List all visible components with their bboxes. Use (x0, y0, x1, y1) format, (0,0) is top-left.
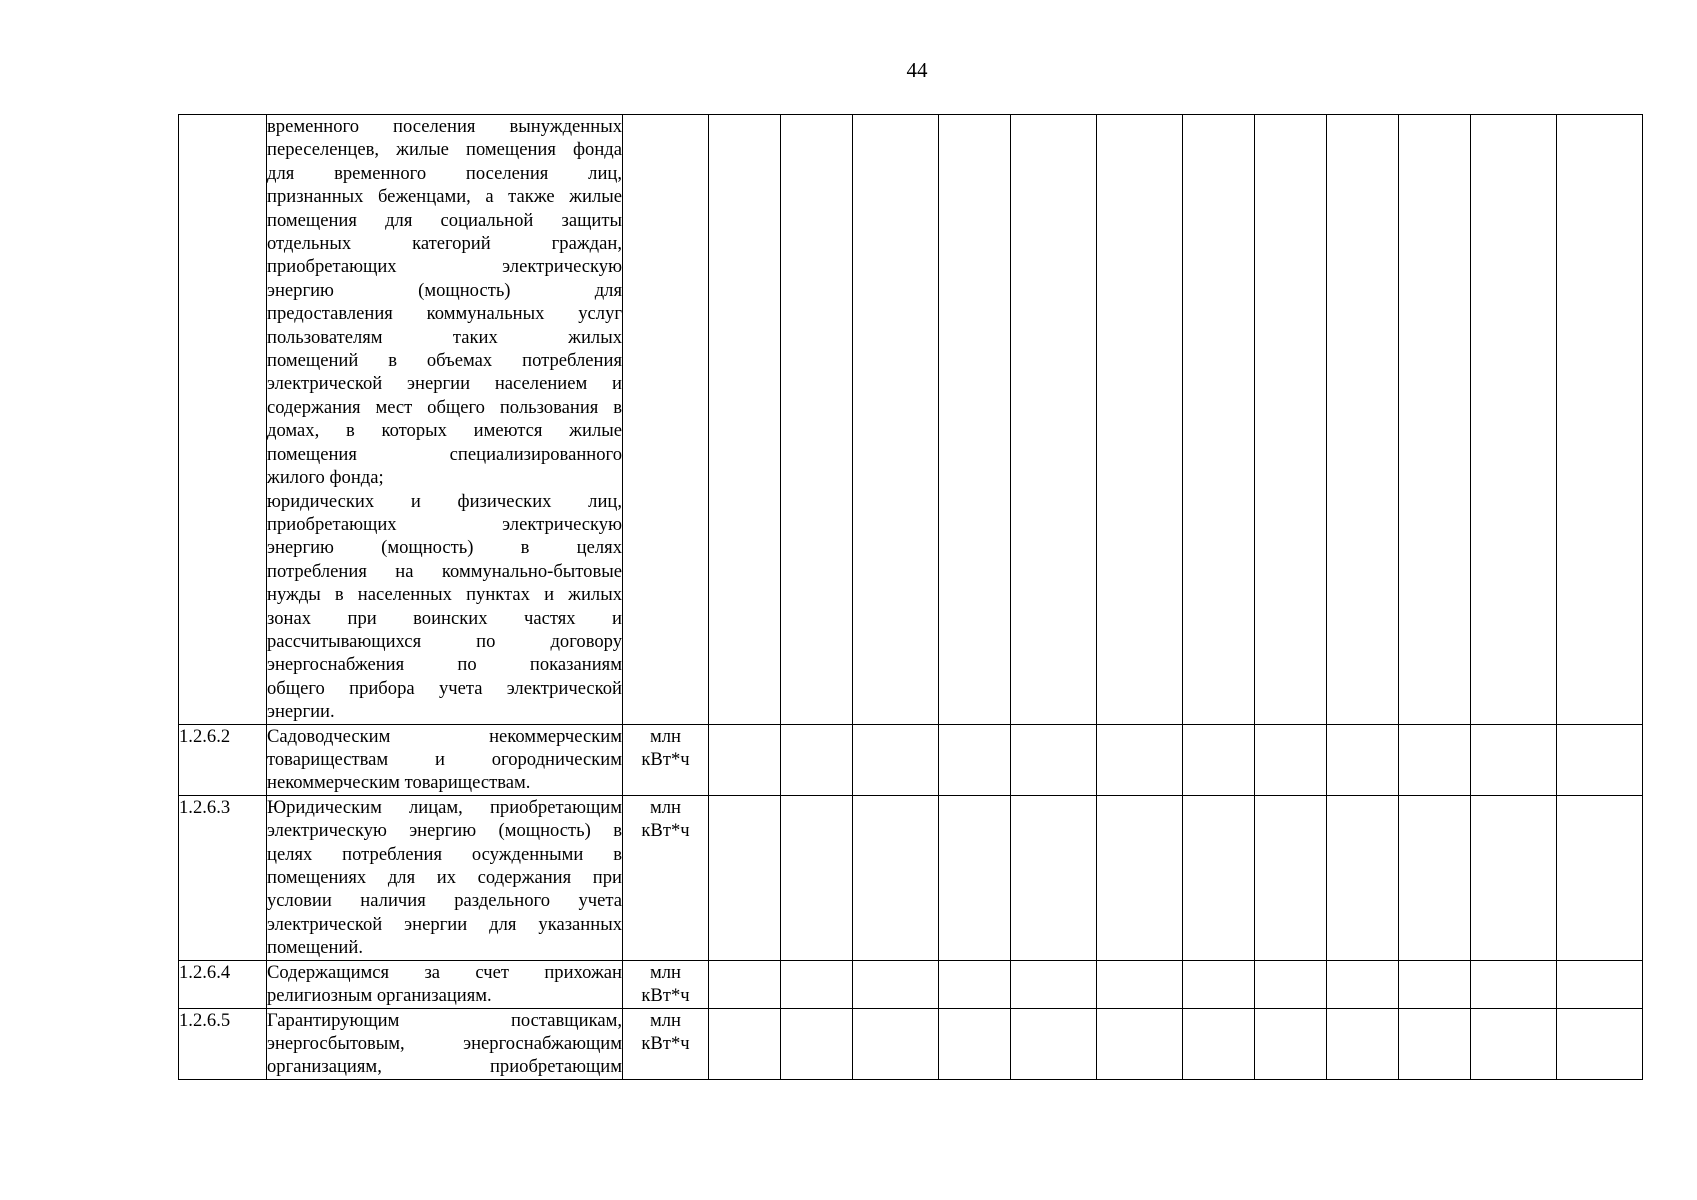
row-number-cell: 1.2.6.5 (179, 1008, 267, 1079)
value-cell (709, 115, 781, 725)
row-description-cell (267, 115, 623, 725)
description-line: Юридическим лицам, приобретающим (267, 796, 622, 818)
unit-label: кВт*ч (641, 748, 690, 770)
page-number: 44 (906, 58, 928, 82)
unit-cell (623, 1008, 709, 1079)
unit-label: млн (650, 725, 681, 747)
row-number-cell: 1.2.6.2 (179, 724, 267, 795)
description-line: приобретающих электрическую (267, 513, 622, 535)
description-line: признанных беженцами, а также жилые (267, 186, 622, 208)
value-cell (1471, 960, 1557, 1008)
value-cell (1097, 724, 1183, 795)
description-line: энергию (мощность) в целях (267, 537, 622, 559)
description-line: религиозным организациям. (267, 985, 492, 1007)
description-line: Содержащимся за счет прихожан (267, 961, 622, 983)
description-line: для временного поселения лиц, (267, 162, 622, 184)
description-line: электрической энергии для указанных (267, 913, 622, 935)
value-cell (709, 960, 781, 1008)
description-line: товариществам и огородническим (267, 748, 622, 770)
value-cell (1399, 795, 1471, 960)
value-cell (1183, 724, 1255, 795)
value-cell (1557, 724, 1643, 795)
value-cell (939, 724, 1011, 795)
row-number-cell: 1.2.6.3 (179, 795, 267, 960)
value-cell (781, 115, 853, 725)
description-line: зонах при воинских частях и (267, 607, 622, 629)
unit-cell (623, 795, 709, 960)
description-line: энергоснабжения по показаниям (267, 654, 622, 676)
description-line: энергосбытовым, энергоснабжающим (267, 1033, 622, 1055)
unit-label: кВт*ч (641, 984, 690, 1006)
value-cell (1471, 115, 1557, 725)
value-cell (709, 724, 781, 795)
value-cell (1399, 115, 1471, 725)
value-cell (1327, 115, 1399, 725)
description-line: энергии. (267, 701, 335, 723)
value-cell (709, 795, 781, 960)
value-cell (1011, 1008, 1097, 1079)
value-cell (1557, 1008, 1643, 1079)
value-cell (1471, 795, 1557, 960)
unit-label: млн (650, 961, 681, 983)
value-cell (709, 1008, 781, 1079)
value-cell (1183, 795, 1255, 960)
value-cell (939, 795, 1011, 960)
value-cell (1557, 795, 1643, 960)
unit-cell (623, 724, 709, 795)
row-description-cell (267, 724, 623, 795)
value-cell (781, 960, 853, 1008)
table-row (179, 724, 1643, 795)
value-cell (853, 115, 939, 725)
description-line: юридических и физических лиц, (267, 490, 622, 512)
value-cell (1255, 795, 1327, 960)
description-line: нужды в населенных пунктах и жилых (267, 584, 622, 606)
row-description-cell (267, 960, 623, 1008)
table-row (179, 1008, 1643, 1079)
value-cell (1183, 960, 1255, 1008)
value-cell (939, 115, 1011, 725)
row-description-cell (267, 795, 623, 960)
table-row (179, 960, 1643, 1008)
row-number-cell (179, 115, 267, 725)
value-cell (1255, 1008, 1327, 1079)
value-cell (1327, 1008, 1399, 1079)
value-cell (1557, 960, 1643, 1008)
value-cell (1011, 115, 1097, 725)
unit-label: кВт*ч (641, 819, 690, 841)
description-line: рассчитывающихся по договору (267, 630, 622, 652)
value-cell (853, 724, 939, 795)
value-cell (939, 960, 1011, 1008)
value-cell (1399, 1008, 1471, 1079)
value-cell (1097, 1008, 1183, 1079)
description-line: электрическую энергию (мощность) в (267, 820, 622, 842)
description-line: электрической энергии населением и (267, 373, 622, 395)
description-line: помещений. (267, 937, 363, 959)
table-row (179, 795, 1643, 960)
row-number-cell: 1.2.6.4 (179, 960, 267, 1008)
description-line: жилого фонда; (267, 467, 384, 489)
value-cell (1327, 795, 1399, 960)
description-line: условии наличия раздельного учета (267, 890, 622, 912)
value-cell (781, 724, 853, 795)
data-table (178, 114, 1643, 1080)
description-line: некоммерческим товариществам. (267, 772, 531, 794)
value-cell (1399, 724, 1471, 795)
description-line: общего прибора учета электрической (267, 677, 622, 699)
value-cell (1471, 724, 1557, 795)
value-cell (1327, 960, 1399, 1008)
value-cell (1011, 960, 1097, 1008)
value-cell (1011, 724, 1097, 795)
description-line: отдельных категорий граждан, (267, 233, 622, 255)
description-line: организациям, приобретающим (267, 1056, 622, 1078)
value-cell (853, 1008, 939, 1079)
unit-cell (623, 115, 709, 725)
description-line: Садоводческим некоммерческим (267, 725, 622, 747)
value-cell (853, 960, 939, 1008)
description-line: помещений в объемах потребления (267, 350, 622, 372)
unit-label: млн (650, 796, 681, 818)
value-cell (1255, 724, 1327, 795)
value-cell (853, 795, 939, 960)
value-cell (1097, 115, 1183, 725)
value-cell (1255, 960, 1327, 1008)
description-line: Гарантирующим поставщикам, (267, 1009, 622, 1031)
description-line: предоставления коммунальных услуг (267, 303, 622, 325)
description-line: пользователям таких жилых (267, 326, 622, 348)
description-line: целях потребления осужденными в (267, 843, 622, 865)
unit-label: млн (650, 1009, 681, 1031)
value-cell (1097, 795, 1183, 960)
description-line: приобретающих электрическую (267, 256, 622, 278)
unit-cell (623, 960, 709, 1008)
unit-label: кВт*ч (641, 1032, 690, 1054)
value-cell (781, 1008, 853, 1079)
description-line: домах, в которых имеются жилые (267, 420, 622, 442)
description-line: помещениях для их содержания при (267, 867, 622, 888)
value-cell (1255, 115, 1327, 725)
description-line: помещения для социальной защиты (267, 209, 622, 231)
value-cell (939, 1008, 1011, 1079)
value-cell (1557, 115, 1643, 725)
description-line: содержания мест общего пользования в (267, 396, 622, 418)
value-cell (1183, 1008, 1255, 1079)
value-cell (1097, 960, 1183, 1008)
description-line: потребления на коммунально-бытовые (267, 560, 622, 582)
value-cell (1183, 115, 1255, 725)
row-description-cell (267, 1008, 623, 1079)
value-cell (1399, 960, 1471, 1008)
description-line: временного поселения вынужденных (267, 116, 622, 137)
value-cell (1011, 795, 1097, 960)
value-cell (781, 795, 853, 960)
description-line: помещения специализированного (267, 443, 622, 465)
table-row-continuation (179, 115, 1643, 725)
value-cell (1471, 1008, 1557, 1079)
value-cell (1327, 724, 1399, 795)
description-line: энергию (мощность) для (267, 279, 622, 301)
description-line: переселенцев, жилые помещения фонда (267, 139, 622, 161)
